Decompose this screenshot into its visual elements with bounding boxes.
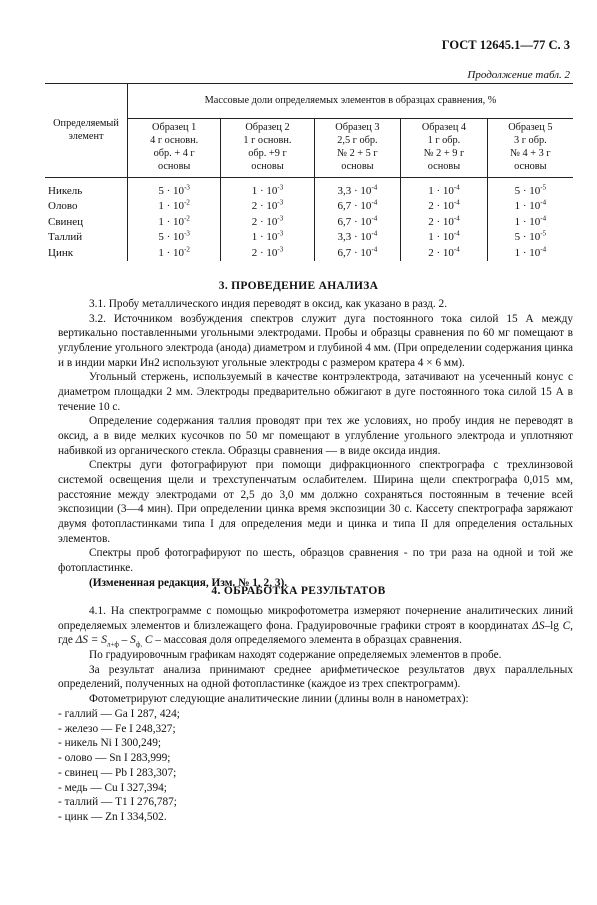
cell-value: 1 · 10 <box>514 215 541 228</box>
sample-header-line: 1 г основн. <box>243 135 292 147</box>
paragraph: 3.1. Пробу металлического индия переводят в оксид, как указано в разд. 2. <box>89 298 448 310</box>
cell-exponent: -4 <box>540 213 547 222</box>
paragraph-text: 4.1. На спектрограмме с помощью микрофотометра измеряют почернение аналитических линий определяемых элементов и близлежащего фона. Градуировочные графики строят в координатах <box>58 605 573 632</box>
list-item: - цинк — Zn I 334,502. <box>58 811 167 824</box>
sample-header-line: № 4 + 3 г <box>510 148 551 159</box>
cell-value: 2 · 10 <box>428 215 454 228</box>
cell-exponent: -4 <box>371 213 378 222</box>
cell-value: 5 · 10 <box>158 231 185 244</box>
element-name: Олово <box>45 199 128 215</box>
cell-value: 5 · 10 <box>514 184 541 197</box>
cell-exponent: -4 <box>371 229 378 238</box>
cell-exponent: -3 <box>277 198 284 207</box>
table-cell <box>221 230 314 246</box>
sample-header-line: 4 г основн. <box>150 135 199 147</box>
table-cell <box>401 214 488 230</box>
cell-value: 1 · 10 <box>514 200 541 213</box>
sample-header <box>401 119 488 178</box>
cell-value: 2 · 10 <box>428 246 454 259</box>
cell-value: 1 · 10 <box>428 184 454 197</box>
list-item: - галлий — Ga I 287, 424; <box>58 707 180 720</box>
sample-header-line: Образец 4 <box>421 122 467 134</box>
sample-header-line: основы <box>427 160 461 172</box>
cell-exponent: -4 <box>371 182 378 191</box>
sample-header-line: Образец 3 <box>335 122 380 134</box>
cell-value: 6,7 · 10 <box>337 246 372 259</box>
sample-header-line: Образец 1 <box>152 122 197 134</box>
page-header: ГОСТ 12645.1—77 С. 3 <box>441 38 570 52</box>
cell-exponent: -3 <box>277 244 284 253</box>
table-cell <box>487 199 573 215</box>
table-cell <box>487 230 573 246</box>
list-item: - олово — Sn I 283,999; <box>58 752 171 765</box>
sample-header-line: № 2 + 5 г <box>337 148 378 159</box>
paragraph-4-1 <box>58 604 573 648</box>
table-cell <box>314 245 401 261</box>
cell-exponent: -4 <box>371 198 378 207</box>
table-cell <box>401 199 488 215</box>
table-cell <box>314 178 401 199</box>
table-cell <box>401 230 488 246</box>
paragraph: Спектры проб фотографируют по шесть, образцов сравнения - по три раза на одной и той же фотопластинке. <box>58 547 573 575</box>
formula-text: –lg <box>544 619 563 632</box>
cell-value: 5 · 10 <box>158 184 185 197</box>
cell-exponent: -4 <box>453 229 460 238</box>
cell-value: 1 · 10 <box>158 200 185 213</box>
table-cell <box>221 178 314 199</box>
cell-value: 1 · 10 <box>514 246 541 259</box>
table-cell <box>128 245 221 261</box>
table-row <box>45 214 573 230</box>
cell-value: 3,3 · 10 <box>337 231 372 244</box>
paragraph: За результат анализа принимают среднее арифметическое результатов двух параллельных определений, полученных на одной фотопластинке (каждое из трех спектрограмм). <box>58 663 573 691</box>
paragraph: 3.2. Источником возбуждения спектров служит дуга постоянного тока силой 15 А между вертикально поставленными угольными электродами. Пробы и образцы сравнения по 60 мг помещают в углубление угольного электрода (анода) диаметром и глубиной 4 мм. (При определении содержания цинка и в индии марки Ин2 используют угольные электроды с размером кратера 4 × 6 мм). <box>58 312 573 369</box>
paragraph-text: , где <box>58 619 573 647</box>
table-cell <box>221 199 314 215</box>
table-cell <box>314 230 401 246</box>
cell-value: 2 · 10 <box>428 200 454 213</box>
cell-value: 6,7 · 10 <box>337 215 372 228</box>
element-name: Свинец <box>45 214 128 230</box>
table-row <box>45 178 573 199</box>
table-cell <box>487 245 573 261</box>
cell-exponent: -4 <box>453 198 460 207</box>
sample-header-line: 1 г обр. <box>427 135 461 147</box>
table-cell <box>221 245 314 261</box>
table-cell <box>314 214 401 230</box>
formula-text: C <box>562 619 571 632</box>
table-cell <box>221 214 314 230</box>
paragraph: Определение содержания таллия проводят при тех же условиях, но пробу индия не переводят в оксид, а в виде мелких кусочков по 50 мг помещают в углубление угольного электрода и уплотняют набивкой из органического стекла. Образцы сравнения — в виде оксида индия. <box>58 415 573 457</box>
cell-value: 5 · 10 <box>514 231 541 244</box>
cell-exponent: -5 <box>540 229 547 238</box>
paragraph: Фотометрируют следующие аналитические линии (длины волн в нанометрах): <box>89 693 469 706</box>
section-4-title: 4. ОБРАБОТКА РЕЗУЛЬТАТОВ <box>211 585 386 597</box>
cell-value: 2 · 10 <box>251 246 278 259</box>
formula-text: – S <box>118 634 136 647</box>
cell-value: 1 · 10 <box>158 246 185 259</box>
paragraph: По градуировочным графикам находят содержание определяемых элементов в пробе. <box>89 649 502 662</box>
sample-header <box>487 119 573 178</box>
cell-exponent: -2 <box>184 198 190 207</box>
element-name: Цинк <box>45 245 128 261</box>
table-cell <box>128 230 221 246</box>
formula-text: ΔS = S <box>75 634 107 647</box>
cell-exponent: -4 <box>540 244 547 253</box>
cell-exponent: -3 <box>277 229 284 238</box>
sample-header-line: № 2 + 9 г <box>423 148 465 159</box>
list-item: - медь — Cu I 327,394; <box>58 781 167 794</box>
element-name: Никель <box>45 178 128 199</box>
table-cell <box>128 199 221 215</box>
sample-header <box>221 119 314 178</box>
sample-header-line: основы <box>157 160 191 172</box>
cell-exponent: -4 <box>453 244 460 253</box>
amendment-note: (Измененная редакция, Изм. № 1, 2, 3). <box>89 576 288 589</box>
cell-value: 1 · 10 <box>428 231 454 244</box>
composition-table <box>45 83 573 261</box>
formula-text: ΔS <box>532 619 545 632</box>
cell-exponent: -3 <box>184 182 190 191</box>
cell-exponent: -2 <box>184 244 190 253</box>
cell-exponent: -4 <box>453 213 460 222</box>
sample-header-line: обр. +9 г <box>248 148 287 159</box>
list-item: - никель Ni I 300,249; <box>58 737 162 750</box>
paragraph: Угольный стержень, используемый в качестве контрэлектрода, затачивают на усеченный конус с диаметром площадки 2 мм. Электроды предварительно обжигают в дуге постоянного тока силой 15 А в течение 10 с. <box>58 371 573 413</box>
formula-subscript: ф, <box>135 640 143 649</box>
table-row <box>45 245 573 261</box>
section-4-body <box>58 604 573 825</box>
table-cell <box>401 178 488 199</box>
sample-header <box>128 119 221 178</box>
formula-subscript: л+ф <box>106 640 119 649</box>
cell-exponent: -5 <box>540 182 547 191</box>
cell-value: 6,7 · 10 <box>337 200 372 213</box>
cell-exponent: -4 <box>540 198 547 207</box>
sample-header-line: Образец 5 <box>508 122 553 134</box>
paragraph-text: – массовая доля определяемого элемента в образцах сравнения. <box>152 634 462 647</box>
element-column-header: Определяемый элемент <box>45 84 128 178</box>
list-item: - железо — Fe I 248,327; <box>58 722 176 735</box>
table-row <box>45 199 573 215</box>
table-cell <box>314 199 401 215</box>
table-cell <box>401 245 488 261</box>
analytical-lines-list <box>58 707 573 825</box>
cell-value: 2 · 10 <box>251 200 278 213</box>
sample-header-line: 2,5 г обр. <box>337 135 378 147</box>
sample-header-line: основы <box>341 160 374 172</box>
sample-header-line: основы <box>251 160 284 172</box>
section-3-body <box>58 297 573 590</box>
cell-exponent: -4 <box>453 182 460 191</box>
cell-value: 1 · 10 <box>251 231 278 244</box>
table-row <box>45 230 573 246</box>
table-cell <box>128 214 221 230</box>
table-cell <box>128 178 221 199</box>
sample-header-line: основы <box>514 160 547 172</box>
cell-exponent: -3 <box>184 229 190 238</box>
cell-exponent: -4 <box>371 244 378 253</box>
cell-value: 3,3 · 10 <box>337 184 372 197</box>
table-cell <box>487 178 573 199</box>
cell-exponent: -3 <box>277 182 284 191</box>
sample-header-line: обр. + 4 г <box>153 148 195 159</box>
sample-header-line: Образец 2 <box>245 122 290 134</box>
cell-exponent: -3 <box>277 213 284 222</box>
cell-value: 2 · 10 <box>251 215 278 228</box>
sample-header-line: 3 г обр. <box>514 135 547 147</box>
table-caption: Продолжение табл. 2 <box>467 69 570 81</box>
element-name: Таллий <box>45 230 128 246</box>
table-cell <box>487 214 573 230</box>
paragraph: Спектры дуги фотографируют при помощи дифракционного спектрографа с трехлинзовой системой освещения щели и трехступенчатым ослабителем. Ширина щели спектрографа 0,015 мм, расстояние между электродами от 2,5 до 3,0 мм должно сохраняться постоянным в течение всей экспозиции (3—4 мин). При определении цинка время экспозиции 30 с. Кассету спектрографа заряжают двумя фотопластинками типа I для определения меди и цинка и типа II для определения остальных элементов. <box>58 459 573 545</box>
list-item: - таллий — T1 I 276,787; <box>58 796 177 809</box>
group-header: Массовые доли определяемых элементов в образцах сравнения, % <box>128 84 574 119</box>
list-item: - свинец — Pb I 283,307; <box>58 766 177 779</box>
sample-header <box>314 119 401 178</box>
cell-exponent: -2 <box>184 213 190 222</box>
formula-text: C <box>142 634 153 647</box>
section-3-title: 3. ПРОВЕДЕНИЕ АНАЛИЗА <box>218 280 379 292</box>
cell-value: 1 · 10 <box>158 215 185 228</box>
cell-value: 1 · 10 <box>251 184 278 197</box>
